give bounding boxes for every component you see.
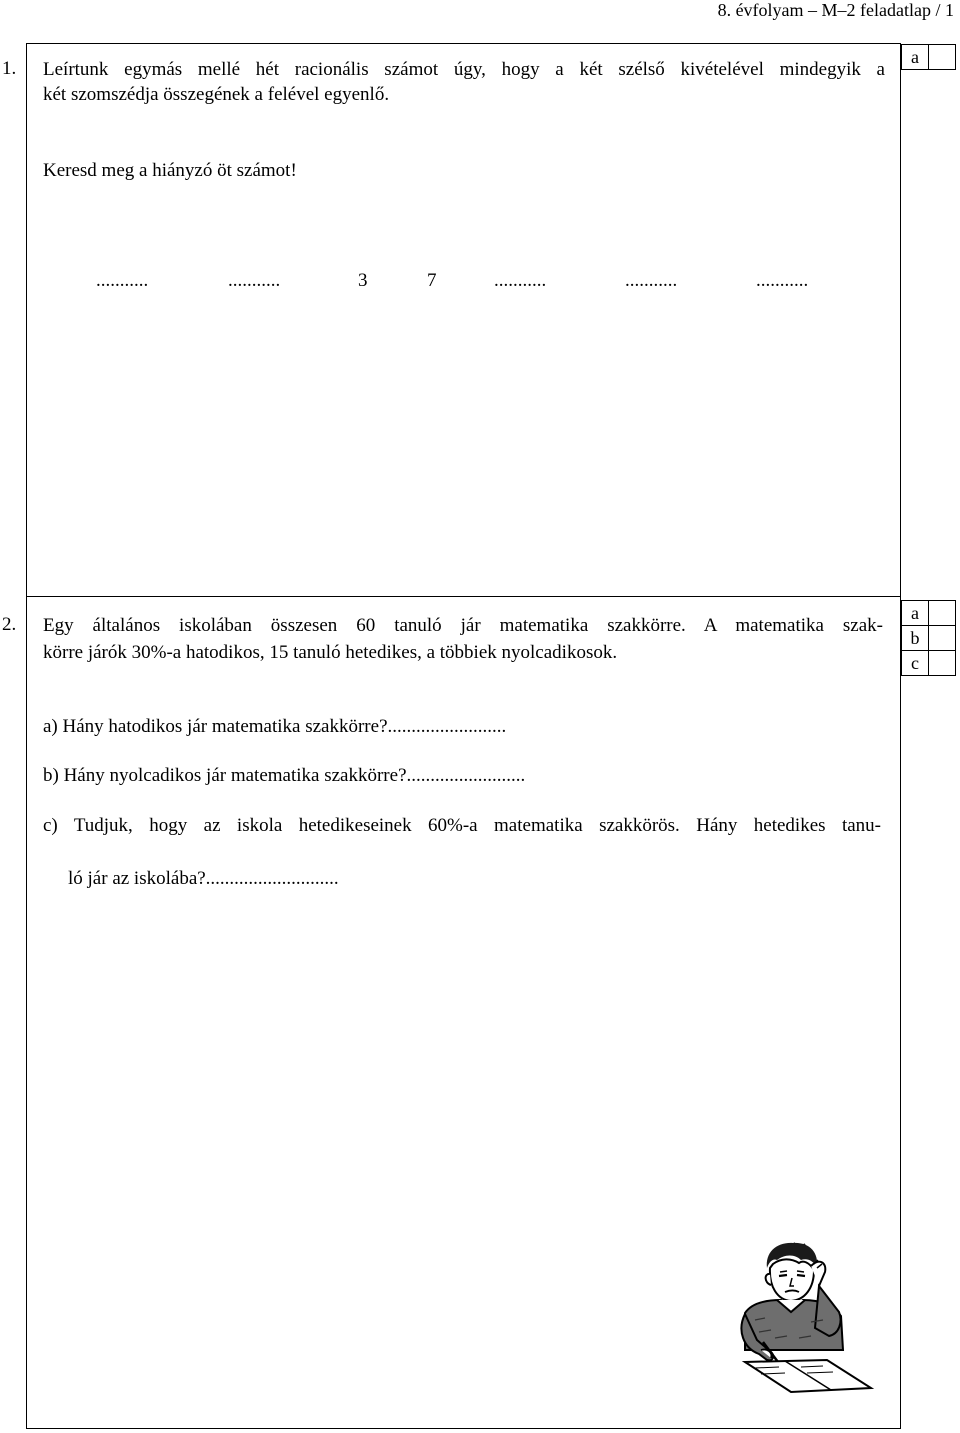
task2-text-line1: Egy általános iskolában összesen 60 tanuló jár matematika szakkörre. A matematika szak-: [43, 615, 883, 636]
sequence-value-3: 3: [358, 270, 368, 291]
question-a: a) Hány hatodikos jár matematika szakkörre?.........................: [43, 716, 507, 737]
score-label-a: a: [902, 45, 929, 70]
sequence-blank-2[interactable]: ...........: [228, 270, 281, 291]
score-field-a[interactable]: [929, 45, 956, 70]
task2-score-box: [901, 600, 956, 676]
score-field-c[interactable]: [929, 651, 956, 676]
score-field-b[interactable]: [929, 626, 956, 651]
task2-number: 2.: [2, 614, 17, 635]
sequence-blank-5[interactable]: ...........: [756, 270, 809, 291]
task1-score-box: [901, 44, 956, 70]
page-header: 8. évfolyam – M–2 feladatlap / 1: [717, 0, 954, 20]
sequence-blank-4[interactable]: ...........: [625, 270, 678, 291]
sequence-value-7: 7: [427, 270, 437, 291]
question-c-line2: ló jár az iskolába?............................: [68, 868, 339, 889]
sequence-blank-1[interactable]: ...........: [96, 270, 149, 291]
task1-text-line2: két szomszédja összegének a felével egyenlő.: [43, 84, 390, 105]
score-label-a: a: [902, 601, 929, 626]
task1-text-line1: Leírtunk egymás mellé hét racionális számot úgy, hogy a két szélső kivételével mindegyik a: [43, 59, 885, 80]
question-c-line1: c) Tudjuk, hogy az iskola hetedikeseinek 60%-a matematika szakkörös. Hány hetedikes tanu-: [43, 815, 881, 836]
task1-instruction: Keresd meg a hiányzó öt számot!: [43, 160, 297, 181]
score-label-b: b: [902, 626, 929, 651]
task2-text-line2: körre járók 30%-a hatodikos, 15 tanuló hetedikes, a többiek nyolcadikosok.: [43, 642, 618, 663]
thinking-student-icon: [715, 1238, 875, 1398]
score-field-a[interactable]: [929, 601, 956, 626]
task1-number: 1.: [2, 58, 17, 79]
number-sequence: [0, 270, 900, 296]
question-b: b) Hány nyolcadikos jár matematika szakkörre?.........................: [43, 765, 526, 786]
sequence-blank-3[interactable]: ...........: [494, 270, 547, 291]
score-label-c: c: [902, 651, 929, 676]
section-divider: [26, 596, 901, 597]
